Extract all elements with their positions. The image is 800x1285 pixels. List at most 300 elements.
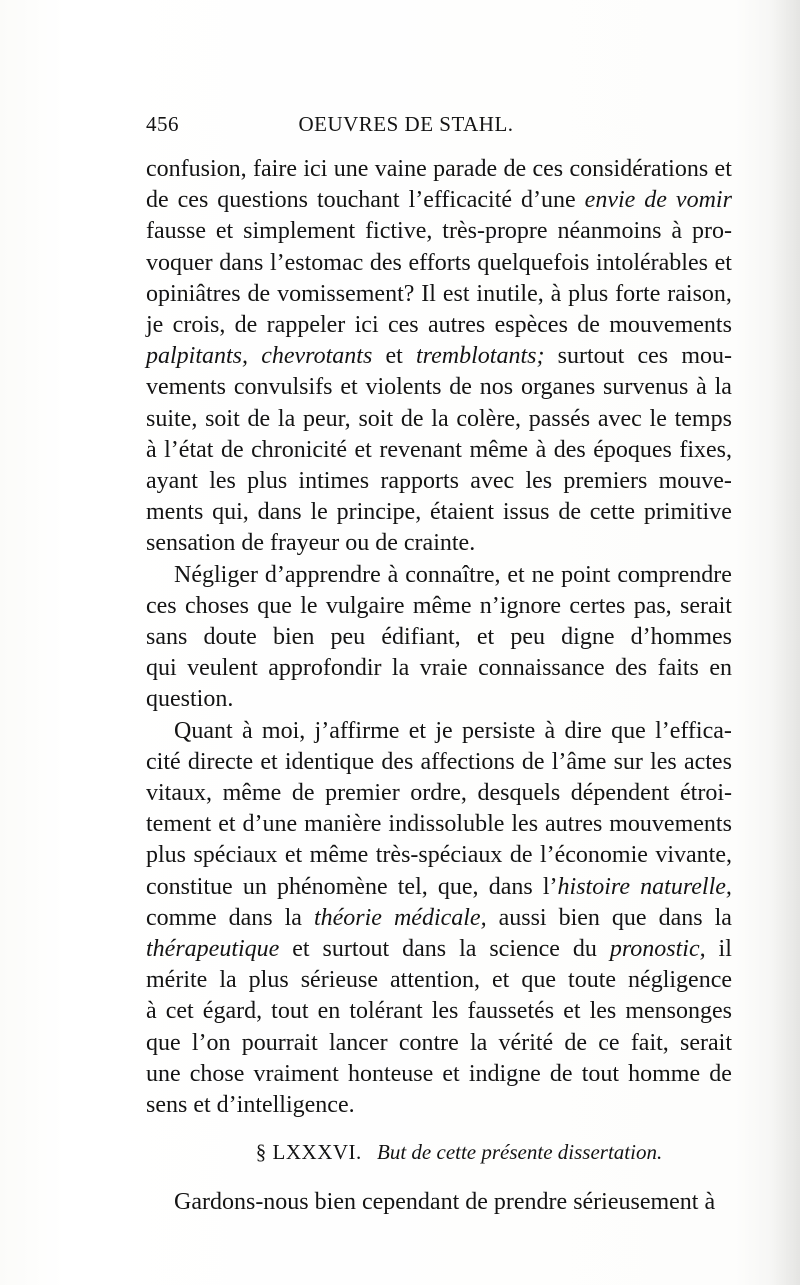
word: de	[247, 406, 271, 432]
word: à	[671, 218, 683, 244]
word: plus	[568, 281, 609, 307]
word: sérieuse	[300, 967, 378, 993]
word: époques	[593, 437, 672, 463]
text-line	[146, 340, 732, 372]
word: et	[284, 842, 303, 868]
word: phénomène	[276, 874, 388, 900]
word: plus	[248, 967, 289, 993]
word: toute	[568, 967, 617, 993]
word: le	[300, 593, 318, 619]
word: serait	[680, 593, 732, 619]
word: n’ignore	[479, 593, 562, 619]
word: d’une	[242, 811, 298, 837]
word: survenus	[602, 374, 689, 400]
text-line	[146, 590, 732, 622]
word: mouvements	[609, 312, 732, 338]
closing-line	[146, 1186, 732, 1218]
word: ces	[387, 312, 419, 338]
text-line	[146, 184, 732, 216]
word: revenant	[379, 437, 462, 463]
word: à	[387, 562, 399, 588]
section-heading	[146, 1138, 732, 1166]
word: chronicité	[251, 437, 348, 463]
word: vulgaire	[325, 593, 405, 619]
word: qui,	[212, 499, 249, 525]
word: et	[714, 156, 732, 182]
text-line	[146, 902, 732, 934]
word: l’efficacité	[408, 187, 513, 213]
word: dans	[257, 499, 302, 525]
text-line	[146, 153, 732, 185]
word: le	[310, 499, 328, 525]
word: est	[442, 281, 470, 307]
word: connaissance	[478, 655, 605, 681]
word: simplement	[243, 218, 356, 244]
word: des	[615, 655, 648, 681]
word: colère,	[456, 406, 521, 432]
text-line	[146, 1027, 732, 1059]
word: passés	[528, 406, 591, 432]
word: faussetés	[467, 998, 555, 1024]
word: l’histoire	[542, 874, 630, 900]
word: tremblotants;	[416, 343, 545, 369]
text-line	[146, 215, 732, 247]
word: organes	[520, 374, 596, 400]
running-title: OEUVRES DE STAHL.	[298, 112, 514, 136]
word: et	[714, 250, 732, 276]
word: soit	[358, 406, 394, 432]
section-number: § LXXXVI.	[255, 1140, 362, 1164]
text-line	[146, 871, 732, 903]
word: rappeler	[266, 312, 346, 338]
text-line	[146, 808, 732, 840]
word: à	[146, 437, 157, 463]
word: même	[469, 437, 529, 463]
word: comme	[146, 905, 217, 931]
word: vraiment	[253, 1061, 339, 1087]
word: de	[564, 1030, 588, 1056]
word: bien	[558, 905, 600, 931]
text-line	[146, 1058, 732, 1090]
word: dans	[658, 905, 703, 931]
text-run: sens et d’intelligence.	[146, 1092, 355, 1118]
word: inutile,	[476, 281, 544, 307]
word: considérations	[569, 156, 709, 182]
word: la	[431, 406, 449, 432]
word: principe,	[336, 499, 422, 525]
word: veulent	[187, 655, 258, 681]
text-line	[146, 247, 732, 279]
word: les	[431, 998, 459, 1024]
word: attention,	[390, 967, 480, 993]
word: doute	[203, 624, 257, 650]
word: pourrait	[241, 1030, 318, 1056]
word: une	[146, 1061, 181, 1087]
word: des	[369, 250, 402, 276]
word: d’hommes	[630, 624, 732, 650]
word: que	[521, 967, 557, 993]
word: science	[489, 936, 560, 962]
word: étroi-	[680, 780, 732, 806]
text-line	[146, 527, 732, 559]
word: peur,	[303, 406, 351, 432]
word: et	[215, 218, 234, 244]
word: opiniâtres	[146, 281, 241, 307]
word: que	[611, 718, 646, 744]
text-line	[146, 496, 732, 528]
word: les	[589, 998, 617, 1024]
word: comprendre	[617, 562, 732, 588]
word: il	[718, 936, 732, 962]
page-number: 456	[146, 112, 179, 136]
word: fixes,	[679, 437, 732, 463]
word: vomissement?	[277, 281, 415, 307]
word: fausse	[146, 218, 206, 244]
word: convulsifs	[233, 374, 333, 400]
word: ments	[146, 499, 204, 525]
word: espèces	[494, 312, 568, 338]
word: chevrotants	[261, 343, 373, 369]
word: dans	[228, 905, 273, 931]
text-line	[146, 559, 732, 591]
word: rapports	[380, 468, 459, 494]
word: persiste	[461, 718, 536, 744]
word: et	[354, 437, 372, 463]
word: voquer	[146, 250, 213, 276]
word: parade	[433, 156, 498, 182]
word: même	[412, 593, 472, 619]
word: un	[242, 874, 267, 900]
word: nos	[479, 374, 514, 400]
word: j’affirme	[314, 718, 400, 744]
word: connaître,	[405, 562, 501, 588]
word: et	[218, 811, 236, 837]
word: je	[146, 312, 164, 338]
word: néanmoins	[557, 218, 662, 244]
text-line	[146, 1089, 732, 1121]
word: naturelle,	[640, 874, 732, 900]
word: approfondir	[268, 655, 382, 681]
word: honteuse	[347, 1061, 434, 1087]
word: chose	[189, 1061, 245, 1087]
word: de	[291, 780, 315, 806]
word: de	[503, 156, 527, 182]
text-line	[146, 933, 732, 965]
word: ici	[303, 156, 328, 182]
word: la	[470, 1030, 488, 1056]
word: avec	[597, 406, 642, 432]
word: une	[333, 156, 369, 182]
word: pas,	[633, 593, 672, 619]
word: et	[563, 998, 581, 1024]
word: Il	[421, 281, 436, 307]
word: en	[317, 998, 341, 1024]
word: mou-	[681, 343, 732, 369]
word: dans	[402, 936, 447, 962]
word: très-spéciaux	[375, 842, 503, 868]
word: faire	[253, 156, 297, 182]
word: la	[277, 406, 296, 432]
word: et	[408, 718, 427, 744]
word: et	[292, 936, 310, 962]
word: du	[572, 936, 597, 962]
text-line	[146, 278, 732, 310]
word: à	[535, 437, 547, 463]
word: intolérables	[595, 250, 708, 276]
word: ce	[598, 1030, 620, 1056]
word: primitive	[643, 499, 732, 525]
word: et	[260, 749, 278, 775]
word: mérite	[146, 967, 208, 993]
word: ordre,	[410, 780, 467, 806]
word: théorie	[313, 905, 382, 931]
word: dépendent	[570, 780, 670, 806]
word: cette	[589, 499, 636, 525]
section-title: But de cette présente dissertation.	[377, 1140, 663, 1164]
text-line	[146, 309, 732, 341]
text-line	[146, 746, 732, 778]
word: faits	[657, 655, 699, 681]
word: que	[257, 593, 292, 619]
word: la	[459, 936, 477, 962]
page-edge-shadow	[770, 0, 800, 1285]
word: les	[511, 811, 539, 837]
word: premier	[325, 780, 400, 806]
word: d’apprendre	[264, 562, 381, 588]
word: pronostic,	[609, 936, 706, 962]
word: en	[709, 655, 732, 681]
text-line	[146, 964, 732, 996]
word: la	[219, 967, 237, 993]
word: certes	[569, 593, 626, 619]
word: choses	[184, 593, 249, 619]
word: spéciaux	[193, 842, 278, 868]
word: de	[234, 312, 258, 338]
word: mensonges	[625, 998, 732, 1024]
text-line	[146, 683, 732, 715]
word: même	[309, 842, 369, 868]
word: mouvements	[609, 811, 732, 837]
word: manière	[304, 811, 382, 837]
word: tel,	[397, 874, 428, 900]
word: indigne	[468, 1061, 541, 1087]
word: l’estomac	[269, 250, 364, 276]
word: à	[146, 998, 157, 1024]
word: vements	[146, 374, 226, 400]
word: de	[709, 1061, 732, 1087]
word: temps	[674, 406, 732, 432]
word: confusion,	[146, 156, 247, 182]
word: dans	[488, 874, 533, 900]
word: de	[521, 749, 545, 775]
word: à	[241, 718, 253, 744]
word: autres	[545, 811, 603, 837]
word: surtout	[557, 343, 625, 369]
word: la	[714, 905, 732, 931]
word: cet	[165, 998, 194, 1024]
word: étaient	[430, 499, 494, 525]
word: sans	[146, 624, 188, 650]
word: la	[714, 374, 732, 400]
word: et	[340, 374, 358, 400]
word: identique	[284, 749, 375, 775]
word: et	[476, 624, 495, 650]
word: de	[549, 1061, 573, 1087]
word: point	[561, 562, 611, 588]
word: de	[509, 842, 533, 868]
word: les	[650, 749, 677, 775]
word: d’une	[521, 187, 576, 213]
word: de	[400, 406, 424, 432]
word: fictive,	[365, 218, 433, 244]
word: et	[385, 343, 403, 369]
word: et	[507, 562, 525, 588]
word: que	[611, 905, 647, 931]
word: tout	[271, 998, 309, 1024]
word: de	[644, 187, 667, 213]
text-line	[146, 839, 732, 871]
word: ces	[146, 593, 177, 619]
word: vivante,	[655, 842, 732, 868]
word: intimes	[298, 468, 370, 494]
text-run: sensation de frayeur ou de crainte.	[146, 530, 476, 556]
word: ces	[532, 156, 564, 182]
word: l’état	[164, 437, 214, 463]
word: les	[525, 468, 553, 494]
text-line	[146, 371, 732, 403]
word: que	[146, 1030, 181, 1056]
word: crois,	[172, 312, 226, 338]
word: ayant	[146, 468, 198, 494]
word: raison,	[667, 281, 732, 307]
text-run: question.	[146, 686, 234, 712]
word: qui	[146, 655, 177, 681]
text-line	[146, 465, 732, 497]
word: suite,	[146, 406, 198, 432]
word: quelquefois	[477, 250, 590, 276]
word: plus	[146, 842, 187, 868]
word: dire	[564, 718, 602, 744]
word: dans	[219, 250, 264, 276]
text-line	[146, 621, 732, 653]
word: Négliger	[174, 562, 258, 588]
word: vitaux,	[146, 780, 212, 806]
word: des	[381, 749, 414, 775]
word: constitue	[146, 874, 233, 900]
word: mouve-	[658, 468, 732, 494]
word: touchant	[316, 187, 400, 213]
word: plus	[247, 468, 288, 494]
word: à	[544, 718, 556, 744]
word: de	[146, 187, 169, 213]
word: envie	[584, 187, 636, 213]
word: thérapeutique	[146, 936, 280, 962]
word: vraie	[419, 655, 468, 681]
word: actes	[683, 749, 732, 775]
word: bien	[273, 624, 315, 650]
word: la	[284, 905, 302, 931]
word: à	[696, 374, 707, 400]
word: pro-	[691, 218, 732, 244]
word: de	[558, 499, 581, 525]
word: peu	[510, 624, 545, 650]
word: l’on	[191, 1030, 231, 1056]
word: directe	[187, 749, 254, 775]
word: les	[209, 468, 236, 494]
page-header	[146, 112, 732, 142]
word: et	[442, 1061, 460, 1087]
word: lancer	[328, 1030, 388, 1056]
word: issus	[502, 499, 550, 525]
word: l’économie	[539, 842, 648, 868]
word: vomir	[675, 187, 732, 213]
word: même	[222, 780, 282, 806]
word: peu	[330, 624, 366, 650]
word: questions	[217, 187, 308, 213]
text-line	[146, 995, 732, 1027]
word: fait,	[630, 1030, 669, 1056]
word: que,	[437, 874, 479, 900]
text-line	[146, 652, 732, 684]
word: tolérant	[349, 998, 423, 1024]
word: ces	[637, 343, 669, 369]
word: édifiant,	[381, 624, 461, 650]
word: vérité	[498, 1030, 554, 1056]
word: indissoluble	[388, 811, 505, 837]
closing-line-text: Gardons-nous bien cependant de prendre sérieusement à	[174, 1189, 716, 1215]
word: digne	[561, 624, 615, 650]
word: forte	[615, 281, 661, 307]
word: de	[577, 312, 600, 338]
word: contre	[398, 1030, 459, 1056]
word: efforts	[408, 250, 471, 276]
word: à	[550, 281, 562, 307]
word: ne	[531, 562, 555, 588]
word: très-propre	[442, 218, 548, 244]
word: homme	[628, 1061, 701, 1087]
text-line	[146, 403, 732, 435]
word: serait	[680, 1030, 732, 1056]
word: sur	[613, 749, 643, 775]
text-line	[146, 715, 732, 747]
word: autres	[427, 312, 486, 338]
word: violents	[365, 374, 442, 400]
word: avec	[470, 468, 515, 494]
word: premiers	[563, 468, 648, 494]
word: tement	[146, 811, 212, 837]
word: palpitants,	[146, 343, 249, 369]
text-line	[146, 434, 732, 466]
word: cité	[146, 749, 181, 775]
word: de	[449, 374, 472, 400]
word: je	[435, 718, 453, 744]
word: moi,	[261, 718, 306, 744]
word: affections	[420, 749, 515, 775]
word: l’effica-	[655, 718, 732, 744]
word: Quant	[174, 718, 233, 744]
word: et	[492, 967, 510, 993]
word: de	[220, 437, 244, 463]
text-line	[146, 777, 732, 809]
word: l’âme	[551, 749, 607, 775]
word: ces	[177, 187, 209, 213]
word: médicale,	[393, 905, 487, 931]
word: ici	[354, 312, 379, 338]
word: égard,	[202, 998, 263, 1024]
word: vaine	[374, 156, 427, 182]
word: desquels	[477, 780, 561, 806]
word: le	[649, 406, 667, 432]
